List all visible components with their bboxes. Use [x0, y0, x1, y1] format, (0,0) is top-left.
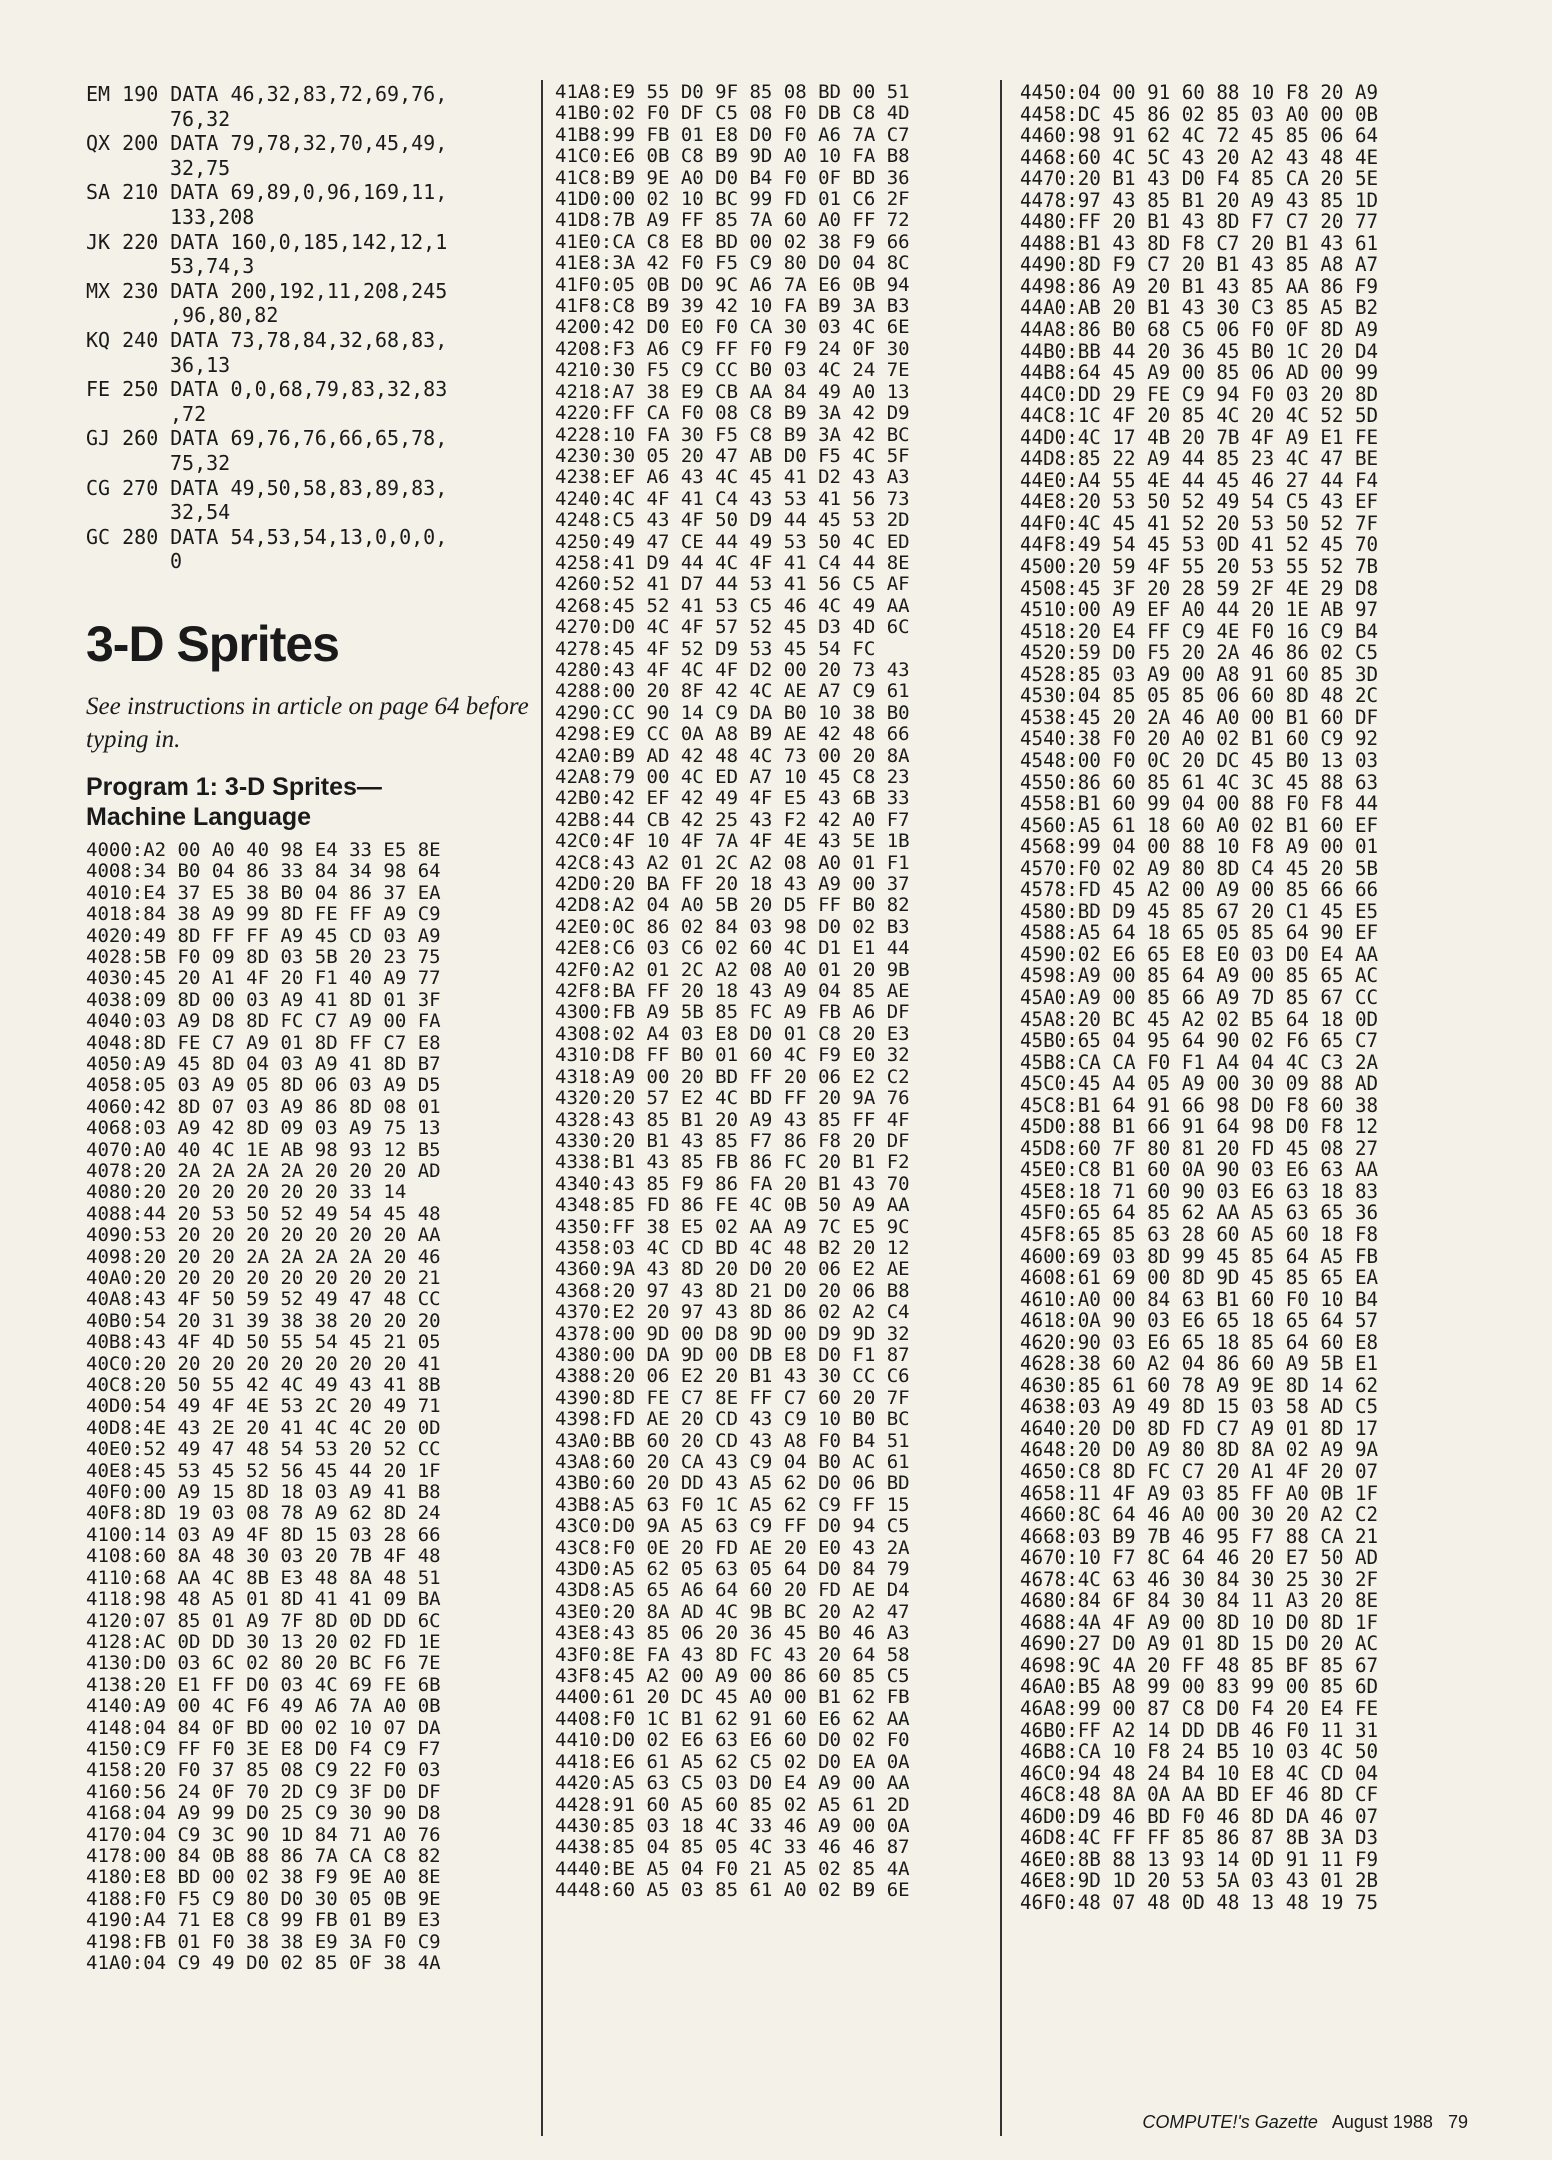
basic-listing [86, 82, 538, 574]
hex-line: 4408:F0 1C B1 62 91 60 E6 62 AA [555, 1707, 910, 1730]
hex-line: 4328:43 85 B1 20 A9 43 85 FF 4F [555, 1108, 910, 1131]
hex-line: 4670:10 F7 8C 64 46 20 E7 50 AD [1020, 1546, 1379, 1570]
hex-line: 4570:F0 02 A9 80 8D C4 45 20 5B [1020, 856, 1379, 880]
hex-line: 4218:A7 38 E9 CB AA 84 49 A0 13 [555, 380, 910, 403]
hex-line: 40E0:52 49 47 48 54 53 20 52 CC [86, 1438, 441, 1461]
hex-line: 40B0:54 20 31 39 38 38 20 20 20 [86, 1309, 441, 1332]
hex-line: 41C8:B9 9E A0 D0 B4 F0 0F BD 36 [555, 166, 910, 189]
hex-line: 40E8:45 53 45 52 56 45 44 20 1F [86, 1459, 441, 1482]
hex-line: 4220:FF CA F0 08 C8 B9 3A 42 D9 [555, 402, 910, 425]
hex-line: 40A0:20 20 20 20 20 20 20 20 21 [86, 1267, 441, 1289]
basic-line-continuation: ,96,80,82 [170, 303, 279, 328]
basic-line-text: MX 230 DATA 200,192,11,208,245 [86, 278, 448, 303]
hex-line: 4200:42 D0 E0 F0 CA 30 03 4C 6E [555, 316, 910, 339]
hex-line: 40B8:43 4F 4D 50 55 54 45 21 05 [86, 1331, 441, 1354]
hex-line: 4088:44 20 53 50 52 49 54 45 48 [86, 1202, 441, 1225]
column-rule-1 [541, 80, 543, 2136]
hex-line: 44F0:4C 45 41 52 20 53 50 52 7F [1020, 511, 1379, 535]
hex-line: 4120:07 85 01 A9 7F 8D 0D DD 6C [86, 1609, 441, 1632]
hex-line: 42B8:44 CB 42 25 43 F2 42 A0 F7 [555, 808, 910, 831]
footer-page-number: 79 [1447, 2112, 1468, 2132]
hex-line: 41B0:02 F0 DF C5 08 F0 DB C8 4D [555, 102, 910, 125]
basic-line-text: GJ 260 DATA 69,76,76,66,65,78, [86, 426, 448, 451]
hex-line: 4280:43 4F 4C 4F D2 00 20 73 43 [555, 658, 910, 681]
basic-line [86, 230, 538, 279]
basic-line [86, 180, 538, 229]
basic-line [86, 279, 538, 328]
hex-line: 4058:05 03 A9 05 8D 06 03 A9 D5 [86, 1074, 441, 1097]
hex-line: 4018:84 38 A9 99 8D FE FF A9 C9 [86, 903, 441, 926]
hex-line: 4598:A9 00 85 64 A9 00 85 65 AC [1020, 964, 1379, 988]
hex-line: 42E0:0C 86 02 84 03 98 D0 02 B3 [555, 915, 910, 938]
hex-line: 45A0:A9 00 85 66 A9 7D 85 67 CC [1020, 985, 1379, 1009]
hex-line: 44A0:AB 20 B1 43 30 C3 85 A5 B2 [1020, 296, 1379, 320]
basic-line-continuation: ,72 [170, 401, 207, 426]
hex-line: 41B8:99 FB 01 E8 D0 F0 A6 7A C7 [555, 123, 910, 146]
hex-line: 4420:A5 63 C5 03 D0 E4 A9 00 AA [555, 1772, 910, 1795]
hex-line: 4520:59 D0 F5 20 2A 46 86 02 C5 [1020, 641, 1379, 665]
hex-line: 4488:B1 43 8D F8 C7 20 B1 43 61 [1020, 231, 1379, 255]
hex-line: 40F0:00 A9 15 8D 18 03 A9 41 B8 [86, 1481, 441, 1504]
hex-line: 4398:FD AE 20 CD 43 C9 10 B0 BC [555, 1408, 910, 1431]
hex-line: 4048:8D FE C7 A9 01 8D FF C7 E8 [86, 1031, 441, 1054]
hex-line: 4040:03 A9 D8 8D FC C7 A9 00 FA [86, 1010, 441, 1033]
hex-line: 4110:68 AA 4C 8B E3 48 8A 48 51 [86, 1566, 441, 1589]
hex-line: 4530:04 85 05 85 06 60 8D 48 2C [1020, 684, 1379, 708]
hex-line: 45F0:65 64 85 62 AA A5 63 65 36 [1020, 1201, 1379, 1225]
hex-line: 4458:DC 45 86 02 85 03 A0 00 0B [1020, 102, 1379, 126]
hex-line: 4100:14 03 A9 4F 8D 15 03 28 66 [86, 1523, 441, 1546]
hex-line: 4490:8D F9 C7 20 B1 43 85 A8 A7 [1020, 253, 1379, 277]
hex-line: 46D8:4C FF FF 85 86 87 8B 3A D3 [1020, 1826, 1379, 1850]
hex-line: 4630:85 61 60 78 A9 9E 8D 14 62 [1020, 1373, 1379, 1397]
hex-line: 4588:A5 64 18 65 05 85 64 90 EF [1020, 921, 1379, 945]
hex-line: 4550:86 60 85 61 4C 3C 45 88 63 [1020, 770, 1379, 794]
hex-line: 44D0:4C 17 4B 20 7B 4F A9 E1 FE [1020, 425, 1379, 449]
hex-line: 41C0:E6 0B C8 B9 9D A0 10 FA B8 [555, 145, 910, 168]
hex-line: 44B0:BB 44 20 36 45 B0 1C 20 D4 [1020, 339, 1379, 363]
hex-line: 4480:FF 20 B1 43 8D F7 C7 20 77 [1020, 210, 1379, 234]
hex-line: 4298:E9 CC 0A A8 B9 AE 42 48 66 [555, 723, 910, 746]
column-2 [555, 82, 995, 1902]
hex-line: 4678:4C 63 46 30 84 30 25 30 2F [1020, 1567, 1379, 1591]
hex-line: 4118:98 48 A5 01 8D 41 41 09 BA [86, 1588, 441, 1611]
hex-line: 45A8:20 BC 45 A2 02 B5 64 18 0D [1020, 1007, 1379, 1031]
hex-line: 40A8:43 4F 50 59 52 49 47 48 CC [86, 1288, 441, 1311]
hex-line: 44F8:49 54 45 53 0D 41 52 45 70 [1020, 533, 1379, 557]
hex-line: 4470:20 B1 43 D0 F4 85 CA 20 5E [1020, 167, 1379, 191]
hex-line: 4368:20 97 43 8D 21 D0 20 06 B8 [555, 1279, 910, 1302]
hex-line: 43B0:60 20 DD 43 A5 62 D0 06 BD [555, 1472, 910, 1495]
footer-magazine: COMPUTE!'s Gazette [1142, 2112, 1318, 2132]
column-1 [86, 82, 538, 1974]
hex-line: 4188:F0 F5 C9 80 D0 30 05 0B 9E [86, 1887, 441, 1910]
hex-line: 40C0:20 20 20 20 20 20 20 20 41 [86, 1352, 441, 1375]
hex-line: 46E0:8B 88 13 93 14 0D 91 11 F9 [1020, 1847, 1379, 1871]
hex-line: 41F0:05 0B D0 9C A6 7A E6 0B 94 [555, 273, 910, 296]
basic-line-text: CG 270 DATA 49,50,58,83,89,83, [86, 475, 448, 500]
hex-line: 44E0:A4 55 4E 44 45 46 27 44 F4 [1020, 468, 1379, 492]
hex-line: 46A0:B5 A8 99 00 83 99 00 85 6D [1020, 1675, 1379, 1699]
basic-line [86, 131, 538, 180]
article-intro: See instructions in article on page 64 before typing in. [86, 692, 529, 753]
hex-line: 4320:20 57 E2 4C BD FF 20 9A 76 [555, 1087, 910, 1110]
hex-line: 4680:84 6F 84 30 84 11 A3 20 8E [1020, 1589, 1379, 1613]
basic-line-text: QX 200 DATA 79,78,32,70,45,49, [86, 131, 448, 156]
hex-line: 4020:49 8D FF FF A9 45 CD 03 A9 [86, 924, 441, 947]
hex-line: 43C8:F0 0E 20 FD AE 20 E0 43 2A [555, 1536, 910, 1559]
hex-line: 44D8:85 22 A9 44 85 23 4C 47 BE [1020, 447, 1379, 471]
hex-line: 46B0:FF A2 14 DD DB 46 F0 11 31 [1020, 1718, 1379, 1742]
hex-line: 4610:A0 00 84 63 B1 60 F0 10 B4 [1020, 1287, 1379, 1311]
hex-listing-col1 [86, 840, 538, 1975]
hex-line: 4618:0A 90 03 E6 65 18 65 64 57 [1020, 1309, 1379, 1333]
basic-line [86, 328, 538, 377]
hex-line: 41A0:04 C9 49 D0 02 85 0F 38 4A [86, 1952, 441, 1974]
hex-line: 4070:A0 40 4C 1E AB 98 93 12 B5 [86, 1138, 441, 1161]
hex-line: 4190:A4 71 E8 C8 99 FB 01 B9 E3 [86, 1909, 441, 1932]
hex-line: 4600:69 03 8D 99 45 85 64 A5 FB [1020, 1244, 1379, 1268]
basic-line-text: EM 190 DATA 46,32,83,72,69,76, [86, 82, 448, 106]
hex-line: 4578:FD 45 A2 00 A9 00 85 66 66 [1020, 878, 1379, 902]
hex-line: 46C8:48 8A 0A AA BD EF 46 8D CF [1020, 1783, 1379, 1807]
hex-line: 42F0:A2 01 2C A2 08 A0 01 20 9B [555, 958, 910, 981]
hex-line: 4300:FB A9 5B 85 FC A9 FB A6 DF [555, 1001, 910, 1024]
hex-line: 4128:AC 0D DD 30 13 20 02 FD 1E [86, 1630, 441, 1653]
hex-line: 4330:20 B1 43 85 F7 86 F8 20 DF [555, 1129, 910, 1152]
hex-line: 41E8:3A 42 F0 F5 C9 80 D0 04 8C [555, 252, 910, 275]
hex-line: 4078:20 2A 2A 2A 2A 20 20 20 AD [86, 1159, 441, 1182]
hex-line: 44A8:86 B0 68 C5 06 F0 0F 8D A9 [1020, 318, 1379, 342]
hex-line: 43C0:D0 9A A5 63 C9 FF D0 94 C5 [555, 1515, 910, 1538]
hex-line: 42B0:42 EF 42 49 4F E5 43 6B 33 [555, 787, 910, 810]
hex-line: 46C0:94 48 24 B4 10 E8 4C CD 04 [1020, 1761, 1379, 1785]
basic-line-continuation: 53,74,3 [170, 254, 255, 279]
hex-line: 45D0:88 B1 66 91 64 98 D0 F8 12 [1020, 1115, 1379, 1139]
hex-line: 42C0:4F 10 4F 7A 4F 4E 43 5E 1B [555, 830, 910, 853]
hex-line: 4210:30 F5 C9 CC B0 03 4C 24 7E [555, 359, 910, 382]
hex-line: 4350:FF 38 E5 02 AA A9 7C E5 9C [555, 1215, 910, 1238]
hex-line: 4448:60 A5 03 85 61 A0 02 B9 6E [555, 1879, 910, 1902]
hex-line: 4438:85 04 85 05 4C 33 46 46 87 [555, 1836, 910, 1859]
hex-line: 4548:00 F0 0C 20 DC 45 B0 13 03 [1020, 748, 1379, 772]
hex-line: 4008:34 B0 04 86 33 84 34 98 64 [86, 860, 441, 883]
basic-line [86, 377, 538, 426]
hex-line: 4418:E6 61 A5 62 C5 02 D0 EA 0A [555, 1750, 910, 1773]
column-3 [1020, 82, 1468, 1913]
hex-line: 4240:4C 4F 41 C4 43 53 41 56 73 [555, 487, 910, 510]
hex-line: 4590:02 E6 65 E8 E0 03 D0 E4 AA [1020, 942, 1379, 966]
basic-line-continuation: 32,54 [170, 500, 231, 525]
hex-line: 4378:00 9D 00 D8 9D 00 D9 9D 32 [555, 1322, 910, 1345]
basic-line [86, 525, 538, 574]
hex-listing-col2 [555, 82, 995, 1902]
hex-line: 43D0:A5 62 05 63 05 64 D0 84 79 [555, 1558, 910, 1581]
hex-line: 4180:E8 BD 00 02 38 F9 9E A0 8E [86, 1866, 441, 1889]
hex-line: 4660:8C 64 46 A0 00 30 20 A2 C2 [1020, 1503, 1379, 1527]
hex-line: 42A8:79 00 4C ED A7 10 45 C8 23 [555, 766, 910, 788]
hex-line: 4090:53 20 20 20 20 20 20 20 AA [86, 1224, 441, 1247]
hex-line: 4038:09 8D 00 03 A9 41 8D 01 3F [86, 988, 441, 1011]
hex-line: 43E0:20 8A AD 4C 9B BC 20 A2 47 [555, 1600, 910, 1623]
hex-line: 4148:04 84 0F BD 00 02 10 07 DA [86, 1716, 441, 1739]
hex-line: 4388:20 06 E2 20 B1 43 30 CC C6 [555, 1365, 910, 1388]
hex-line: 43F8:45 A2 00 A9 00 86 60 85 C5 [555, 1665, 910, 1688]
hex-line: 4138:20 E1 FF D0 03 4C 69 FE 6B [86, 1673, 441, 1696]
hex-line: 4258:41 D9 44 4C 4F 41 C4 44 8E [555, 551, 910, 574]
hex-line: 4228:10 FA 30 F5 C8 B9 3A 42 BC [555, 423, 910, 446]
hex-line: 4348:85 FD 86 FE 4C 0B 50 A9 AA [555, 1194, 910, 1217]
hex-line: 4528:85 03 A9 00 A8 91 60 85 3D [1020, 662, 1379, 686]
hex-line: 4168:04 A9 99 D0 25 C9 30 90 D8 [86, 1802, 441, 1825]
hex-line: 45E8:18 71 60 90 03 E6 63 18 83 [1020, 1179, 1379, 1203]
basic-line-continuation: 32,75 [170, 155, 231, 180]
hex-line: 45C0:45 A4 05 A9 00 30 09 88 AD [1020, 1072, 1379, 1096]
hex-line: 4288:00 20 8F 42 4C AE A7 C9 61 [555, 680, 910, 703]
hex-line: 4650:C8 8D FC C7 20 A1 4F 20 07 [1020, 1460, 1379, 1483]
hex-line: 44E8:20 53 50 52 49 54 C5 43 EF [1020, 490, 1379, 514]
hex-line: 4260:52 41 D7 44 53 41 56 C5 AF [555, 573, 910, 596]
hex-line: 40F8:8D 19 03 08 78 A9 62 8D 24 [86, 1502, 441, 1525]
hex-line: 4028:5B F0 09 8D 03 5B 20 23 75 [86, 945, 441, 968]
hex-line: 4628:38 60 A2 04 86 60 A9 5B E1 [1020, 1352, 1379, 1376]
hex-line: 42D8:A2 04 A0 5B 20 D5 FF B0 82 [555, 894, 910, 917]
hex-line: 4538:45 20 2A 46 A0 00 B1 60 DF [1020, 705, 1379, 729]
hex-line: 4440:BE A5 04 F0 21 A5 02 85 4A [555, 1857, 910, 1880]
basic-line-continuation: 76,32 [170, 106, 231, 131]
hex-line: 4160:56 24 0F 70 2D C9 3F D0 DF [86, 1780, 441, 1803]
hex-line: 4248:C5 43 4F 50 D9 44 45 53 2D [555, 509, 910, 532]
hex-line: 43D8:A5 65 A6 64 60 20 FD AE D4 [555, 1579, 910, 1602]
hex-line: 4140:A9 00 4C F6 49 A6 7A A0 0B [86, 1695, 441, 1718]
hex-line: 41D8:7B A9 FF 85 7A 60 A0 FF 72 [555, 209, 910, 232]
program-heading-title: Program 1: 3-D Sprites— [86, 772, 382, 801]
basic-line-continuation: 36,13 [170, 352, 231, 377]
hex-line: 4558:B1 60 99 04 00 88 F0 F8 44 [1020, 792, 1379, 816]
basic-line-text: JK 220 DATA 160,0,185,142,12,1 [86, 229, 448, 254]
basic-line-text: GC 280 DATA 54,53,54,13,0,0,0, [86, 524, 448, 549]
hex-line: 4150:C9 FF F0 3E E8 D0 F4 C9 F7 [86, 1737, 441, 1760]
hex-line: 4460:98 91 62 4C 72 45 85 06 64 [1020, 124, 1379, 148]
hex-line: 4390:8D FE C7 8E FF C7 60 20 7F [555, 1386, 910, 1409]
hex-line: 4508:45 3F 20 28 59 2F 4E 29 D8 [1020, 576, 1379, 600]
hex-line: 42C8:43 A2 01 2C A2 08 A0 01 F1 [555, 851, 910, 874]
hex-line: 43A0:BB 60 20 CD 43 A8 F0 B4 51 [555, 1429, 910, 1452]
hex-line: 4510:00 A9 EF A0 44 20 1E AB 97 [1020, 598, 1379, 622]
hex-line: 40D8:4E 43 2E 20 41 4C 4C 20 0D [86, 1416, 441, 1439]
hex-line: 4170:04 C9 3C 90 1D 84 71 A0 76 [86, 1823, 441, 1846]
hex-line: 4270:D0 4C 4F 57 52 45 D3 4D 6C [555, 616, 910, 639]
hex-line: 4518:20 E4 FF C9 4E F0 16 C9 B4 [1020, 619, 1379, 643]
hex-line: 4580:BD D9 45 85 67 20 C1 45 E5 [1020, 899, 1379, 923]
hex-line: 4310:D8 FF B0 01 60 4C F9 E0 32 [555, 1044, 910, 1067]
hex-line: 4360:9A 43 8D 20 D0 20 06 E2 AE [555, 1258, 910, 1281]
hex-line: 41E0:CA C8 E8 BD 00 02 38 F9 66 [555, 230, 910, 253]
hex-line: 4690:27 D0 A9 01 8D 15 D0 20 AC [1020, 1632, 1379, 1656]
hex-line: 4230:30 05 20 47 AB D0 F5 4C 5F [555, 444, 910, 467]
hex-line: 45B8:CA CA F0 F1 A4 04 4C C3 2A [1020, 1050, 1379, 1074]
hex-line: 40D0:54 49 4F 4E 53 2C 20 49 71 [86, 1395, 441, 1418]
hex-line: 4468:60 4C 5C 43 20 A2 43 48 4E [1020, 145, 1379, 169]
hex-line: 4130:D0 03 6C 02 80 20 BC F6 7E [86, 1652, 441, 1675]
hex-line: 43B8:A5 63 F0 1C A5 62 C9 FF 15 [555, 1493, 910, 1516]
hex-line: 4410:D0 02 E6 63 E6 60 D0 02 F0 [555, 1729, 910, 1752]
hex-line: 4158:20 F0 37 85 08 C9 22 F0 03 [86, 1759, 441, 1782]
hex-line: 4640:20 D0 8D FD C7 A9 01 8D 17 [1020, 1416, 1379, 1440]
basic-line-continuation: 75,32 [170, 450, 231, 475]
hex-line: 41D0:00 02 10 BC 99 FD 01 C6 2F [555, 188, 910, 211]
hex-line: 42D0:20 BA FF 20 18 43 A9 00 37 [555, 873, 910, 896]
footer-issue: August 1988 [1331, 2112, 1433, 2132]
hex-line: 4108:60 8A 48 30 03 20 7B 4F 48 [86, 1545, 441, 1568]
program-heading-subtitle: Machine Language [86, 802, 312, 831]
hex-line: 40C8:20 50 55 42 4C 49 43 41 8B [86, 1374, 441, 1397]
hex-line: 4648:20 D0 A9 80 8D 8A 02 A9 9A [1020, 1438, 1379, 1462]
hex-line: 45F8:65 85 63 28 60 A5 60 18 F8 [1020, 1222, 1379, 1246]
program-heading [86, 772, 538, 832]
hex-line: 4050:A9 45 8D 04 03 A9 41 8D B7 [86, 1052, 441, 1075]
hex-line: 4498:86 A9 20 B1 43 85 AA 86 F9 [1020, 274, 1379, 298]
hex-line: 4500:20 59 4F 55 20 53 55 52 7B [1020, 555, 1379, 579]
column-rule-2 [1000, 80, 1002, 2136]
hex-line: 4318:A9 00 20 BD FF 20 06 E2 C2 [555, 1065, 910, 1088]
hex-line: 4668:03 B9 7B 46 95 F7 88 CA 21 [1020, 1524, 1379, 1548]
hex-listing-col3 [1020, 82, 1468, 1913]
hex-line: 42A0:B9 AD 42 48 4C 73 00 20 8A [555, 744, 910, 767]
hex-line: 4540:38 F0 20 A0 02 B1 60 C9 92 [1020, 727, 1379, 751]
hex-line: 4060:42 8D 07 03 A9 86 8D 08 01 [86, 1095, 441, 1118]
hex-line: 4658:11 4F A9 03 85 FF A0 0B 1F [1020, 1481, 1379, 1505]
hex-line: 46A8:99 00 87 C8 D0 F4 20 E4 FE [1020, 1697, 1379, 1721]
basic-line-text: KQ 240 DATA 73,78,84,32,68,83, [86, 327, 448, 352]
hex-line: 4698:9C 4A 20 FF 48 85 BF 85 67 [1020, 1653, 1379, 1677]
hex-line: 4380:00 DA 9D 00 DB E8 D0 F1 87 [555, 1343, 910, 1366]
hex-line: 4278:45 4F 52 D9 53 45 54 FC [555, 637, 876, 660]
hex-line: 4638:03 A9 49 8D 15 03 58 AD C5 [1020, 1395, 1379, 1419]
hex-line: 4308:02 A4 03 E8 D0 01 C8 20 E3 [555, 1022, 910, 1045]
hex-line: 4370:E2 20 97 43 8D 86 02 A2 C4 [555, 1301, 910, 1324]
hex-line: 4290:CC 90 14 C9 DA B0 10 38 B0 [555, 701, 910, 724]
hex-line: 46E8:9D 1D 20 53 5A 03 43 01 2B [1020, 1869, 1379, 1893]
basic-line [86, 476, 538, 525]
hex-line: 4400:61 20 DC 45 A0 00 B1 62 FB [555, 1686, 910, 1709]
hex-line: 42F8:BA FF 20 18 43 A9 04 85 AE [555, 980, 910, 1003]
hex-line: 43A8:60 20 CA 43 C9 04 B0 AC 61 [555, 1451, 910, 1473]
article-title: 3-D Sprites [86, 615, 339, 672]
hex-line: 42E8:C6 03 C6 02 60 4C D1 E1 44 [555, 937, 910, 960]
hex-line: 4238:EF A6 43 4C 45 41 D2 43 A3 [555, 466, 910, 489]
hex-line: 4268:45 52 41 53 C5 46 4C 49 AA [555, 594, 910, 617]
hex-line: 4688:4A 4F A9 00 8D 10 D0 8D 1F [1020, 1610, 1379, 1634]
hex-line: 46B8:CA 10 F8 24 B5 10 03 4C 50 [1020, 1740, 1379, 1764]
hex-line: 4198:FB 01 F0 38 38 E9 3A F0 C9 [86, 1930, 441, 1953]
hex-line: 4478:97 43 85 B1 20 A9 43 85 1D [1020, 188, 1379, 212]
hex-line: 4620:90 03 E6 65 18 85 64 60 E8 [1020, 1330, 1379, 1354]
hex-line: 4568:99 04 00 88 10 F8 A9 00 01 [1020, 835, 1379, 859]
hex-line: 46D0:D9 46 BD F0 46 8D DA 46 07 [1020, 1804, 1379, 1828]
hex-line: 4250:49 47 CE 44 49 53 50 4C ED [555, 530, 910, 553]
hex-line: 4340:43 85 F9 86 FA 20 B1 43 70 [555, 1172, 910, 1195]
hex-line: 41A8:E9 55 D0 9F 85 08 BD 00 51 [555, 81, 910, 103]
hex-line: 4030:45 20 A1 4F 20 F1 40 A9 77 [86, 967, 441, 990]
hex-line: 44C8:1C 4F 20 85 4C 20 4C 52 5D [1020, 404, 1379, 428]
hex-line: 4068:03 A9 42 8D 09 03 A9 75 13 [86, 1117, 441, 1140]
hex-line: 43E8:43 85 06 20 36 45 B0 46 A3 [555, 1622, 910, 1645]
hex-line: 4010:E4 37 E5 38 B0 04 86 37 EA [86, 881, 441, 904]
basic-line [86, 82, 538, 131]
hex-line: 46F0:48 07 48 0D 48 13 48 19 75 [1020, 1890, 1379, 1914]
basic-line-continuation: 133,208 [170, 204, 255, 229]
hex-line: 4080:20 20 20 20 20 20 33 14 [86, 1181, 407, 1204]
hex-line: 45C8:B1 64 91 66 98 D0 F8 60 38 [1020, 1093, 1379, 1117]
basic-line-text: FE 250 DATA 0,0,68,79,83,32,83 [86, 377, 448, 402]
hex-line: 45D8:60 7F 80 81 20 FD 45 08 27 [1020, 1136, 1379, 1160]
basic-line-continuation: 0 [170, 549, 183, 574]
hex-line: 4358:03 4C CD BD 4C 48 B2 20 12 [555, 1236, 910, 1259]
hex-line: 4208:F3 A6 C9 FF F0 F9 24 0F 30 [555, 337, 910, 360]
hex-line: 4430:85 03 18 4C 33 46 A9 00 0A [555, 1814, 910, 1837]
hex-line: 4098:20 20 20 2A 2A 2A 2A 20 46 [86, 1245, 441, 1268]
page-footer [1142, 2112, 1468, 2133]
hex-line: 4000:A2 00 A0 40 98 E4 33 E5 8E [86, 838, 441, 861]
basic-line-text: SA 210 DATA 69,89,0,96,169,11, [86, 180, 448, 205]
basic-line [86, 426, 538, 475]
hex-line: 45B0:65 04 95 64 90 02 F6 65 C7 [1020, 1029, 1379, 1053]
hex-line: 4608:61 69 00 8D 9D 45 85 65 EA [1020, 1266, 1379, 1290]
hex-line: 44C0:DD 29 FE C9 94 F0 03 20 8D [1020, 382, 1379, 406]
hex-line: 4450:04 00 91 60 88 10 F8 20 A9 [1020, 81, 1379, 104]
hex-line: 4560:A5 61 18 60 A0 02 B1 60 EF [1020, 813, 1379, 837]
hex-line: 4178:00 84 0B 88 86 7A CA C8 82 [86, 1844, 441, 1867]
hex-line: 4338:B1 43 85 FB 86 FC 20 B1 F2 [555, 1151, 910, 1174]
hex-line: 4428:91 60 A5 60 85 02 A5 61 2D [555, 1793, 910, 1816]
hex-line: 44B8:64 45 A9 00 85 06 AD 00 99 [1020, 361, 1379, 385]
hex-line: 41F8:C8 B9 39 42 10 FA B9 3A B3 [555, 295, 910, 318]
hex-line: 45E0:C8 B1 60 0A 90 03 E6 63 AA [1020, 1158, 1379, 1182]
hex-line: 43F0:8E FA 43 8D FC 43 20 64 58 [555, 1643, 910, 1666]
